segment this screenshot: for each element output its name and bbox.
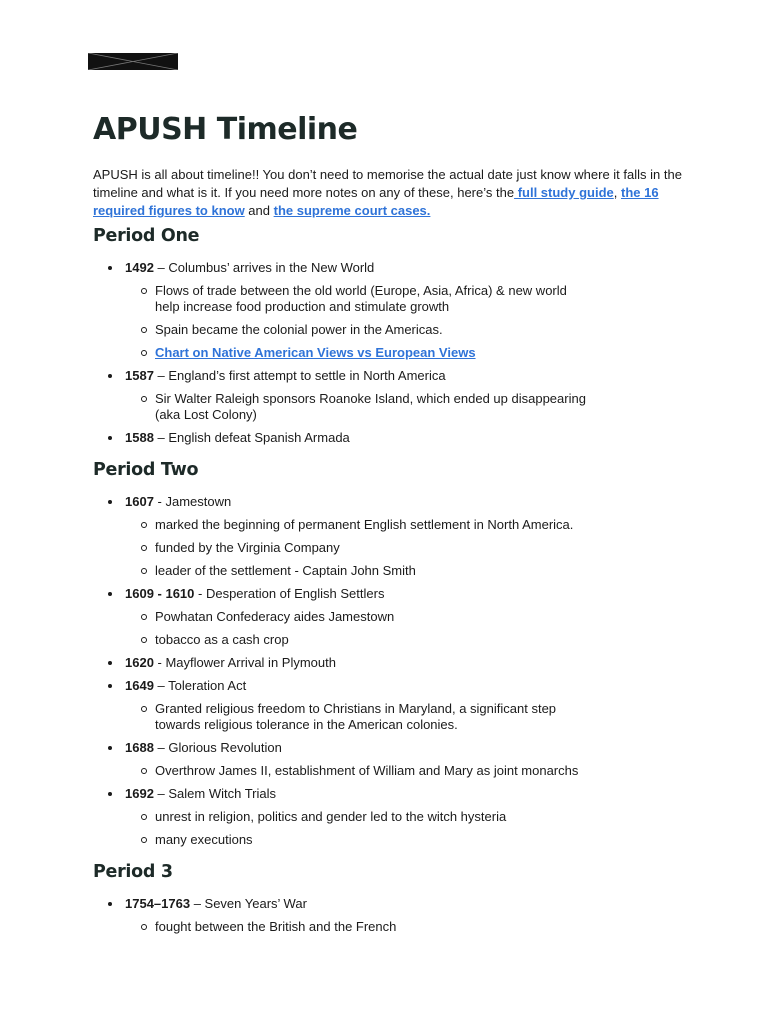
supreme-court-cases-link[interactable]: the supreme court cases. [273,203,431,218]
sub-point-list [125,283,713,361]
intro-text: APUSH is all about timeline!! You don’t need to memorise the actual date just know where it falls in the timeline and what is it. If you need more notes on any of these, here’s the [93,167,682,200]
event-line [125,430,713,446]
event-description: – Seven Years’ War [190,896,307,911]
event-description: - Desperation of English Settlers [194,586,385,601]
event-year: 1492 [125,260,154,275]
sub-point [125,632,713,648]
event-year: 1754–1763 [125,896,191,911]
event-year: 1588 [125,430,154,445]
event-year: 1607 [125,494,154,509]
sub-point-list [125,701,713,733]
event-item [93,430,713,446]
event-year: 1688 [125,740,154,755]
sub-point-text: marked the beginning of permanent English settlement in North America. [155,517,574,532]
event-item [93,655,713,671]
full-study-guide-link[interactable]: full study guide [514,185,614,200]
timeline-content [93,226,713,949]
event-description: - Jamestown [153,494,232,509]
intro-separator: , [613,185,621,200]
event-line [125,586,713,602]
logo-placeholder-icon [88,53,178,70]
event-line [125,896,713,912]
sub-point [125,345,713,361]
intro-paragraph [93,166,693,220]
event-item [93,494,713,579]
event-description: – Columbus’ arrives in the New World [153,260,375,275]
intro-separator: and [244,203,274,218]
event-year: 1609 - 1610 [125,586,195,601]
sub-point-text: Flows of trade between the old world (Europe, Asia, Africa) & new world help increase food production and stimulate growth [155,283,567,314]
sub-point [125,701,713,733]
sub-point [125,919,713,935]
sub-point-list [125,517,713,579]
sub-point [125,517,713,533]
sub-point [125,609,713,625]
sub-point [125,763,713,779]
event-list [93,896,713,935]
event-description: – English defeat Spanish Armada [153,430,350,445]
event-description: - Mayflower Arrival in Plymouth [153,655,336,670]
sub-point-list [125,919,713,935]
sub-point-list [125,763,713,779]
sub-point [125,391,713,423]
sub-point-list [125,391,713,423]
sub-point-text: unrest in religion, politics and gender led to the witch hysteria [155,809,507,824]
native-vs-european-chart-link[interactable]: Chart on Native American Views vs European Views [155,345,476,360]
event-list [93,494,713,848]
event-description: – England’s first attempt to settle in North America [153,368,446,383]
event-year: 1649 [125,678,154,693]
event-list [93,260,713,446]
sub-point-text: Spain became the colonial power in the Americas. [155,322,443,337]
sub-point-list [125,609,713,648]
sub-point-text: tobacco as a cash crop [155,632,289,647]
required-figures-link[interactable]: the 16 required figures to know [93,185,659,218]
sub-point [125,540,713,556]
section-heading: Period Two [93,460,199,480]
sub-point-text: Powhatan Confederacy aides Jamestown [155,609,395,624]
event-year: 1620 [125,655,154,670]
event-line [125,260,713,276]
sub-point [125,563,713,579]
event-year: 1692 [125,786,154,801]
event-item [93,678,713,733]
sub-point-text: Granted religious freedom to Christians in Maryland, a significant step towards religious tolerance in the American colonies. [155,701,557,732]
sub-point-text: many executions [155,832,253,847]
event-description: – Glorious Revolution [153,740,282,755]
sub-point-text: fought between the British and the French [155,919,397,934]
sub-point-text: Overthrow James II, establishment of William and Mary as joint monarchs [155,763,579,778]
event-line [125,678,713,694]
sub-point-list [125,809,713,848]
event-line [125,494,713,510]
event-line [125,655,713,671]
sub-point-text: funded by the Virginia Company [155,540,340,555]
event-item [93,896,713,935]
event-description: – Salem Witch Trials [153,786,277,801]
event-item [93,786,713,848]
event-year: 1587 [125,368,154,383]
sub-point [125,322,713,338]
sub-point [125,283,713,315]
page-title: APUSH Timeline [93,112,358,147]
sub-point-text: leader of the settlement - Captain John Smith [155,563,416,578]
section-heading: Period 3 [93,862,173,882]
event-line [125,740,713,756]
event-line [125,368,713,384]
event-item [93,368,713,423]
event-item [93,260,713,361]
section-heading: Period One [93,226,200,246]
event-description: – Toleration Act [153,678,247,693]
sub-point-text: Sir Walter Raleigh sponsors Roanoke Island, which ended up disappearing (aka Lost Colony) [155,391,586,422]
event-item [93,740,713,779]
sub-point [125,832,713,848]
event-line [125,786,713,802]
event-item [93,586,713,648]
sub-point [125,809,713,825]
